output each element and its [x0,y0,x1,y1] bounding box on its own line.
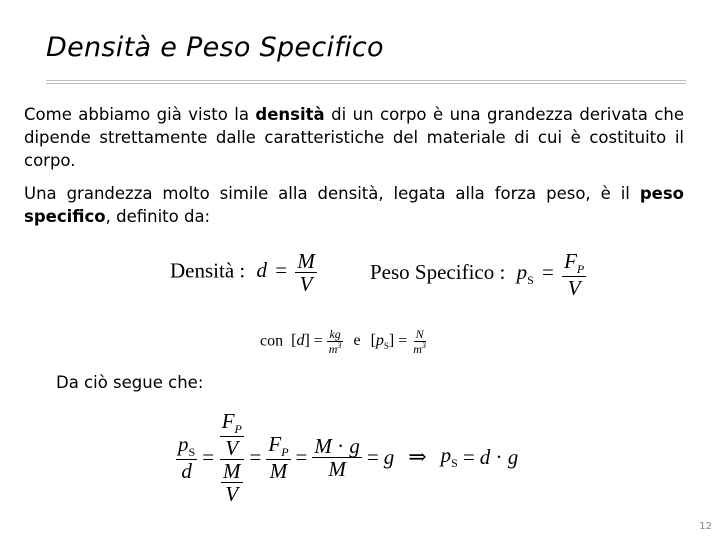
title-divider [46,80,686,84]
kg-per-m3-fraction [327,328,344,355]
p2-text-end: , definito da: [105,207,211,226]
paragraph-specific-weight-intro [24,182,684,228]
fraction-numerator: M [223,458,241,483]
density-times-gravity: d · g [479,444,519,469]
fraction-denominator: V [567,275,581,300]
compound-numerator [220,410,244,460]
m-over-v-fraction [221,460,243,505]
specific-weight-symbol: $p_S$ [440,443,458,471]
density-symbol: d [256,258,267,283]
p2-text-start: Una grandezza molto simile alla densità, legata alla forza peso, è il [24,184,640,203]
fp-over-v-fraction [220,410,244,459]
density-label: Densità : [170,258,246,283]
fraction-numerator: $F_P$ [268,432,289,460]
page-number: 12 [699,521,712,532]
equals-sign: = [275,258,288,283]
compound-denominator [219,460,245,505]
p1-text-start: Come abbiamo già visto la [24,105,256,124]
fraction-denominator: V [299,272,313,297]
e-word: e [353,332,361,350]
fraction-denominator: V [225,435,239,460]
units-formula [260,328,428,355]
equals-sign: = [295,444,308,469]
compound-fraction [219,410,245,505]
mg-over-m-fraction [312,435,362,480]
p1-bold-term: densità [255,105,325,124]
implies-arrow: ⇒ [408,444,427,470]
unit-denominator: $m^3$ [413,340,426,356]
specific-weight-symbol: $p_S$ [516,260,534,288]
fraction-denominator: V [225,481,239,506]
unit-denominator: $m^3$ [328,340,342,356]
equals-sign: = [202,444,215,469]
fraction-numerator: $F_P$ [564,249,585,277]
fraction-numerator: $p_S$ [178,432,196,460]
ps-over-d-fraction [176,433,197,482]
p1-text-end: di un corpo è una grandezza derivata che dipende strettamente dalle caratteristiche del materiale di cui è costituito il corpo. [24,105,684,170]
weight-unit-bracket: $[p_S]$ [370,332,395,352]
fraction-denominator: d [181,458,192,483]
equals-sign: = [366,444,379,469]
con-word: con [260,332,284,350]
derivation-formula [176,410,518,505]
fraction-numerator: $F_P$ [221,409,242,437]
consequence-heading: Da ciò segue che: [56,373,204,392]
weight-over-volume-fraction [562,250,586,299]
paragraph-density-intro [24,103,684,172]
equals-sign: = [462,444,475,469]
equals-sign: = [313,332,323,350]
fp-over-m-fraction [266,433,290,482]
fraction-numerator: M [297,249,315,273]
specific-weight-label: Peso Specifico : [370,260,506,285]
n-per-m3-fraction [411,328,428,355]
fraction-denominator: M [269,458,288,483]
unit-numerator: kg [329,327,341,341]
slide-title: Densità e Peso Specifico [46,32,384,63]
gravity-symbol: g [383,444,395,469]
unit-numerator: N [415,327,424,341]
density-formula [170,250,317,295]
fraction-numerator: M · g [314,433,360,458]
density-unit-bracket: [d] [291,332,310,350]
specific-weight-formula [370,250,586,299]
equals-sign: = [249,444,262,469]
equals-sign: = [542,260,554,285]
equals-sign: = [398,332,408,350]
fraction-denominator: M [328,456,346,481]
mass-over-volume-fraction [295,250,317,295]
p2-bold-term: peso specifico [24,184,684,226]
